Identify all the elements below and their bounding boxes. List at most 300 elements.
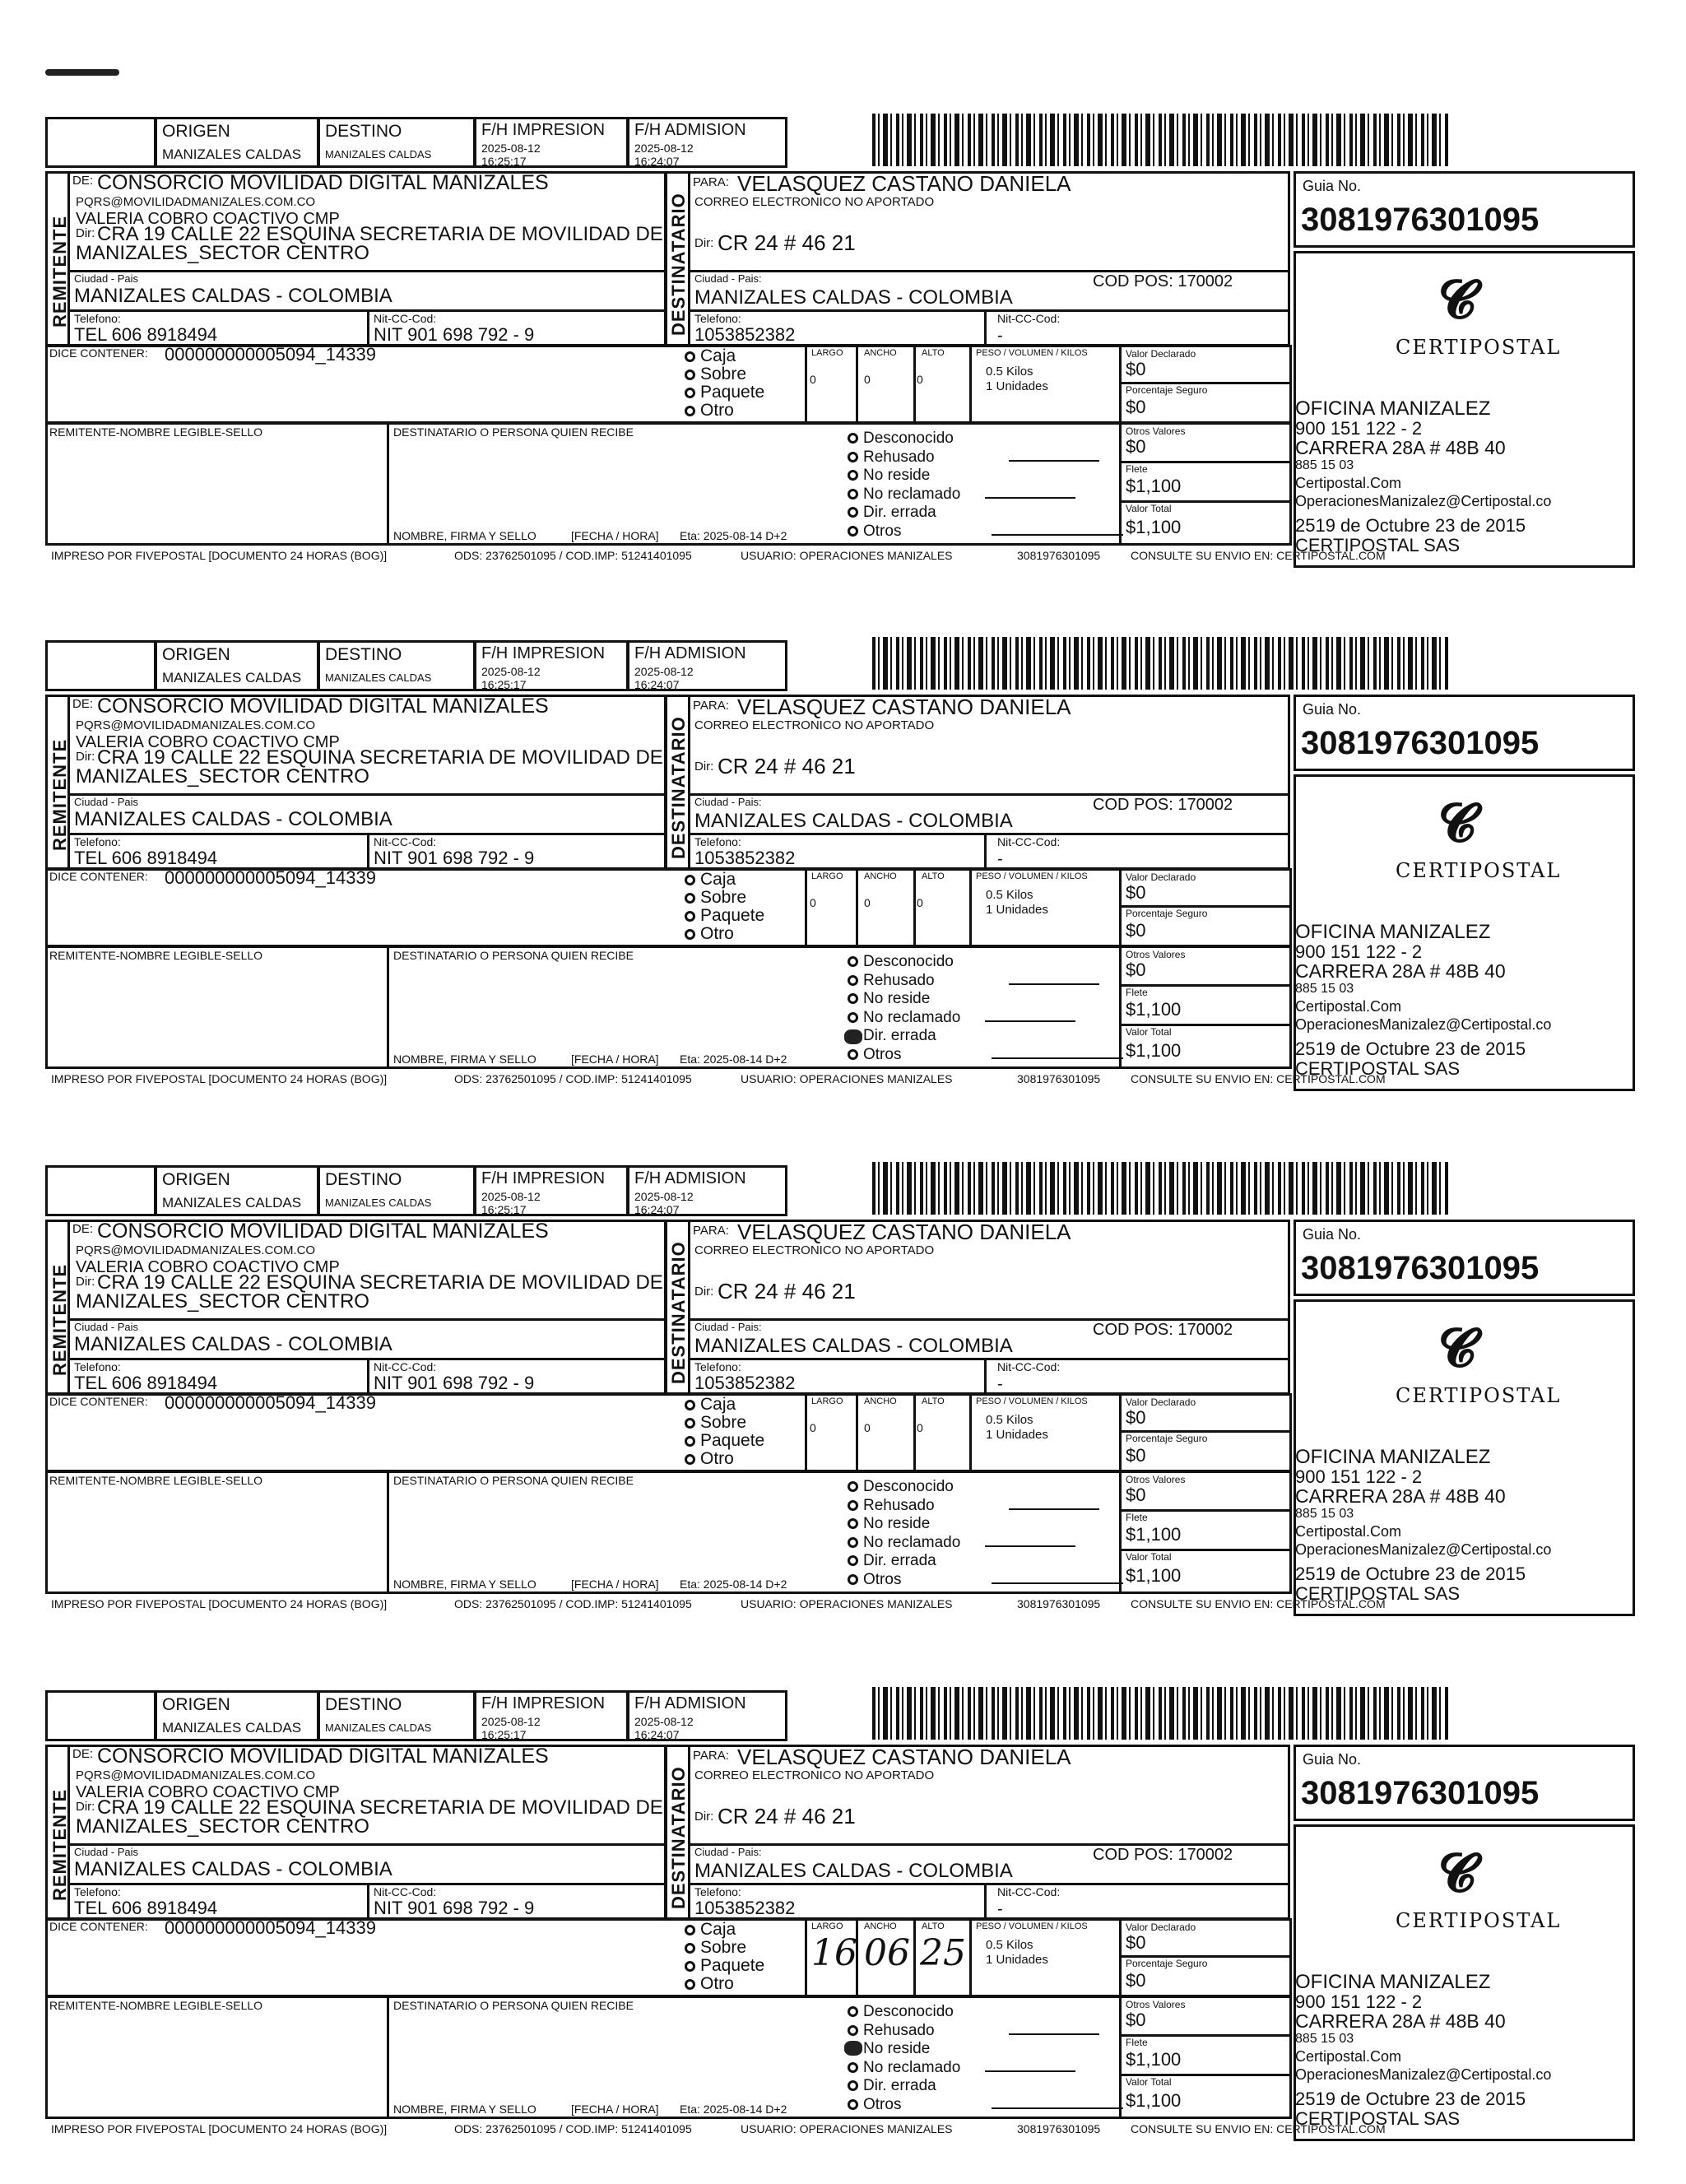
remitente-sello-label: REMITENTE-NOMBRE LEGIBLE-SELLO xyxy=(49,425,263,439)
package-type-caja[interactable] xyxy=(685,347,764,365)
dice-contener-label: DICE CONTENER: xyxy=(49,346,148,360)
reason-desconocido[interactable] xyxy=(848,1478,1123,1497)
oficina-nit: 900 151 122 - 2 xyxy=(1295,1991,1423,2012)
radio-icon xyxy=(848,2025,858,2036)
oficina-web: Certipostal.Com xyxy=(1295,1523,1402,1540)
oficina-resolucion: 2519 de Octubre 23 de 2015 xyxy=(1295,2089,1526,2109)
reason-label: Rehusado xyxy=(863,2021,935,2039)
alto-label: ALTO xyxy=(922,348,945,358)
sender-telefono-value: TEL 606 8918494 xyxy=(74,1898,218,1918)
admision-label: F/H ADMISION xyxy=(634,644,746,662)
guia-number: 3081976301095 xyxy=(1301,725,1540,761)
sender-nit-label: Nit-CC-Cod: xyxy=(374,835,437,848)
recipient-telefono-label: Telefono: xyxy=(694,1360,741,1373)
package-type-sobre[interactable] xyxy=(685,1414,764,1432)
reason-desconocido[interactable] xyxy=(848,430,1123,448)
recipient-nit-value: - xyxy=(997,1900,1003,1918)
package-type-caja[interactable] xyxy=(685,1396,764,1414)
sender-nit-value: NIT 901 698 792 - 9 xyxy=(374,1373,535,1393)
oficina-name: OFICINA MANIZALEZ xyxy=(1295,1971,1491,1993)
sender-address-line2: MANIZALES_SECTOR CENTRO xyxy=(76,242,369,264)
oficina-nit: 900 151 122 - 2 xyxy=(1295,941,1423,962)
package-type-label: Sobre xyxy=(700,1413,747,1432)
reason-rehusado[interactable] xyxy=(848,1497,1123,1516)
radio-icon xyxy=(848,975,858,986)
origen-label: ORIGEN xyxy=(162,1695,230,1714)
footer-impreso: IMPRESO POR FIVEPOSTAL [DOCUMENTO 24 HORAS (BOG)] xyxy=(51,1072,388,1085)
recipient-ciudad-value: MANIZALES CALDAS - COLOMBIA xyxy=(694,810,1013,832)
sender-dir-label: Dir: xyxy=(76,226,95,240)
package-type-paquete[interactable] xyxy=(685,907,764,925)
footer-ods: ODS: 23762501095 / COD.IMP: 51241401095 xyxy=(454,1597,692,1610)
sender-email: PQRS@MOVILIDADMANIZALES.COM.CO xyxy=(76,1768,316,1782)
tracking-barcode xyxy=(872,1687,1448,1740)
otros-valores-label: Otros Valores xyxy=(1126,425,1186,437)
admision-time: 16:24:07 xyxy=(634,155,680,168)
ancho-label: ANCHO xyxy=(864,871,897,881)
peso-label: PESO / VOLUMEN / KILOS xyxy=(976,1921,1088,1931)
radio-icon xyxy=(685,929,695,940)
header-blank-cell xyxy=(45,640,156,691)
fecha-hora-label: [FECHA / HORA] xyxy=(571,2103,659,2116)
peso-label: PESO / VOLUMEN / KILOS xyxy=(976,1396,1088,1406)
shipping-slip-3 xyxy=(0,1155,1686,1649)
origen-cell xyxy=(155,1690,319,1741)
guia-label: Guia No. xyxy=(1303,1751,1362,1768)
admision-time: 16:24:07 xyxy=(634,1203,680,1216)
peso-value: 0.5 Kilos xyxy=(986,888,1033,902)
recipient-telefono-value: 1053852382 xyxy=(694,324,796,345)
reason-label: Dir. errada xyxy=(863,2077,936,2094)
porcentaje: $0 xyxy=(1126,1970,1146,1991)
sender-name: CONSORCIO MOVILIDAD DIGITAL MANIZALES xyxy=(97,1220,549,1243)
sender-address-line2: MANIZALES_SECTOR CENTRO xyxy=(76,1815,369,1838)
recipient-address: CR 24 # 46 21 xyxy=(718,1279,856,1303)
alto-value: 0 xyxy=(917,373,923,386)
remitente-vertical-label: REMITENTE xyxy=(49,738,70,851)
reason-no-reclamado[interactable] xyxy=(848,2059,1123,2078)
flete: $1,100 xyxy=(1126,476,1182,496)
nombre-firma-label: NOMBRE, FIRMA Y SELLO xyxy=(393,529,536,542)
flete: $1,100 xyxy=(1126,1524,1182,1545)
fecha-hora-label: [FECHA / HORA] xyxy=(571,1578,659,1591)
valor-total: $1,100 xyxy=(1126,517,1182,537)
valor-declarado-label: Valor Declarado xyxy=(1126,1921,1196,1933)
sender-nit-value: NIT 901 698 792 - 9 xyxy=(374,1898,535,1918)
otros-valores: $0 xyxy=(1126,2010,1146,2030)
impresion-label: F/H IMPRESION xyxy=(481,121,606,139)
radio-icon xyxy=(685,406,695,416)
package-type-list xyxy=(685,1921,764,1993)
origen-label: ORIGEN xyxy=(162,1170,230,1189)
package-type-paquete[interactable] xyxy=(685,1957,764,1975)
impresion-time: 16:25:17 xyxy=(481,1728,527,1741)
sender-telefono-label: Telefono: xyxy=(74,835,121,848)
footer-guia: 3081976301095 xyxy=(1017,1597,1101,1610)
valor-total: $1,100 xyxy=(1126,1565,1182,1586)
impresion-cell xyxy=(474,1165,629,1216)
sender-address-line1: CRA 19 CALLE 22 ESQUINA SECRETARIA DE MOVILIDAD DE xyxy=(97,746,663,769)
package-type-label: Sobre xyxy=(700,1938,747,1957)
reason-label: No reside xyxy=(863,1515,931,1532)
sender-telefono-label: Telefono: xyxy=(74,312,121,325)
reason-no-reclamado[interactable] xyxy=(848,1009,1123,1028)
dice-contener-value: 000000000005094_14339 xyxy=(165,344,376,365)
oficina-address: CARRERA 28A # 48B 40 xyxy=(1295,2010,1506,2032)
recipient-telefono-value: 1053852382 xyxy=(694,1898,796,1918)
footer-guia: 3081976301095 xyxy=(1017,2122,1101,2135)
reason-no-reside[interactable] xyxy=(848,1515,1123,1534)
recipient-dir-label: Dir: xyxy=(694,236,714,250)
reason-no-reside[interactable] xyxy=(848,467,1123,486)
package-type-otro[interactable] xyxy=(685,1450,764,1468)
sender-nit-label: Nit-CC-Cod: xyxy=(374,1360,437,1373)
de-label: DE: xyxy=(72,697,94,711)
recipient-nit-label: Nit-CC-Cod: xyxy=(997,1885,1061,1898)
reason-dir-errada[interactable] xyxy=(848,2077,1123,2096)
handwritten-alto: 25 xyxy=(920,1932,966,1974)
flete: $1,100 xyxy=(1126,999,1182,1020)
radio-icon xyxy=(848,1555,858,1566)
cod-pos: COD POS: 170002 xyxy=(1093,272,1233,290)
radio-icon xyxy=(848,470,858,481)
destino-cell xyxy=(318,1165,476,1216)
peso-value: 0.5 Kilos xyxy=(986,1413,1033,1427)
alto-label: ALTO xyxy=(922,1921,945,1931)
package-type-caja[interactable] xyxy=(685,1921,764,1939)
recipient-ciudad-value: MANIZALES CALDAS - COLOMBIA xyxy=(694,286,1013,309)
reason-label: Dir. errada xyxy=(863,1552,936,1569)
guia-number: 3081976301095 xyxy=(1301,1250,1540,1286)
sender-ciudad-value: MANIZALES CALDAS - COLOMBIA xyxy=(74,1333,392,1355)
oficina-email: OperacionesManizalez@Certipostal.co xyxy=(1295,493,1552,509)
guia-box xyxy=(1294,1745,1635,1821)
package-type-paquete[interactable] xyxy=(685,1432,764,1450)
footer-ods: ODS: 23762501095 / COD.IMP: 51241401095 xyxy=(454,549,692,562)
reason-otros[interactable] xyxy=(848,1571,1123,1590)
porcentaje-label: Porcentaje Seguro xyxy=(1126,1958,1208,1969)
recipient-name: VELASQUEZ CASTANO DANIELA xyxy=(737,695,1071,719)
flete-label: Flete xyxy=(1126,463,1148,475)
otros-valores-label: Otros Valores xyxy=(1126,1474,1186,1485)
remitente-vertical-label: REMITENTE xyxy=(49,1263,70,1376)
dice-contener-label: DICE CONTENER: xyxy=(49,1920,148,1933)
nombre-firma-label: NOMBRE, FIRMA Y SELLO xyxy=(393,2103,536,2116)
guia-box xyxy=(1294,171,1635,248)
valor-declarado: $0 xyxy=(1126,1407,1146,1428)
oficina-tel: 885 15 03 xyxy=(1295,2032,1354,2046)
reason-otros[interactable] xyxy=(848,1046,1123,1065)
destinatario-recibe-label: DESTINATARIO O PERSONA QUIEN RECIBE xyxy=(393,949,634,962)
origen-cell xyxy=(155,117,319,168)
sender-dept: VALERIA COBRO COACTIVO CMP xyxy=(76,733,340,751)
peso-value: 0.5 Kilos xyxy=(986,1938,1033,1952)
alto-value: 0 xyxy=(917,896,923,909)
shipping-slip-4 xyxy=(0,1680,1686,2174)
reason-label: Otros xyxy=(863,1045,902,1063)
ancho-label: ANCHO xyxy=(864,348,897,358)
package-type-otro[interactable] xyxy=(685,1975,764,1993)
sender-dept: VALERIA COBRO COACTIVO CMP xyxy=(76,1783,340,1801)
reason-dir-errada[interactable] xyxy=(848,1027,1123,1046)
reason-label: Otros xyxy=(863,522,902,540)
alto-label: ALTO xyxy=(922,871,945,881)
recipient-email: CORREO ELECTRONICO NO APORTADO xyxy=(694,1768,935,1782)
fecha-hora-label: [FECHA / HORA] xyxy=(571,529,659,542)
sender-telefono-value: TEL 606 8918494 xyxy=(74,324,218,345)
recipient-ciudad-value: MANIZALES CALDAS - COLOMBIA xyxy=(694,1860,1013,1882)
reason-dir-errada[interactable] xyxy=(848,504,1123,523)
radio-icon xyxy=(848,1537,858,1548)
origen-value: MANIZALES CALDAS xyxy=(162,146,302,162)
sender-ciudad-label: Ciudad - Pais xyxy=(74,1321,139,1333)
package-type-label: Paquete xyxy=(700,1956,765,1975)
guia-label: Guia No. xyxy=(1303,701,1362,718)
impresion-label: F/H IMPRESION xyxy=(481,1694,606,1712)
admision-label: F/H ADMISION xyxy=(634,1694,746,1712)
radio-icon xyxy=(685,1400,695,1410)
alto-value: 0 xyxy=(917,1421,923,1434)
dice-contener-value: 000000000005094_14339 xyxy=(165,867,376,888)
impresion-time: 16:25:17 xyxy=(481,1203,527,1216)
reason-label: No reside xyxy=(863,2040,931,2057)
impresion-cell xyxy=(474,1690,629,1741)
certipostal-brand: CERTIPOSTAL xyxy=(1396,859,1562,882)
origen-cell xyxy=(155,640,319,691)
checkmark-icon xyxy=(844,2041,862,2056)
para-label: PARA: xyxy=(693,1749,729,1763)
largo-value: 0 xyxy=(810,373,816,386)
oficina-tel: 885 15 03 xyxy=(1295,458,1354,472)
reason-label: Dir. errada xyxy=(863,504,936,521)
nombre-firma-label: NOMBRE, FIRMA Y SELLO xyxy=(393,1578,536,1591)
package-type-paquete[interactable] xyxy=(685,383,764,402)
admision-label: F/H ADMISION xyxy=(634,121,746,139)
largo-value: 0 xyxy=(810,896,816,909)
recipient-email: CORREO ELECTRONICO NO APORTADO xyxy=(694,1243,935,1257)
valor-declarado-label: Valor Declarado xyxy=(1126,871,1196,883)
unidades-value: 1 Unidades xyxy=(986,903,1048,917)
package-type-otro[interactable] xyxy=(685,402,764,420)
reason-dir-errada[interactable] xyxy=(848,1552,1123,1571)
recipient-email: CORREO ELECTRONICO NO APORTADO xyxy=(694,195,935,209)
impresion-time: 16:25:17 xyxy=(481,678,527,691)
recipient-address: CR 24 # 46 21 xyxy=(718,1804,856,1829)
reason-no-reside[interactable] xyxy=(848,990,1123,1009)
reason-rehusado[interactable] xyxy=(848,448,1123,467)
valor-total-label: Valor Total xyxy=(1126,2076,1172,2088)
otros-valores: $0 xyxy=(1126,960,1146,980)
remitente-sello-label: REMITENTE-NOMBRE LEGIBLE-SELLO xyxy=(49,1474,263,1487)
package-type-sobre[interactable] xyxy=(685,365,764,383)
recipient-nit-label: Nit-CC-Cod: xyxy=(997,835,1061,848)
oficina-email: OperacionesManizalez@Certipostal.co xyxy=(1295,1016,1552,1033)
footer-usuario: USUARIO: OPERACIONES MANIZALES xyxy=(741,2122,953,2135)
reason-rehusado[interactable] xyxy=(848,972,1123,991)
admision-cell xyxy=(627,640,787,691)
radio-icon xyxy=(685,1943,695,1954)
largo-label: LARGO xyxy=(811,871,843,881)
radio-icon xyxy=(848,2099,858,2110)
package-type-sobre[interactable] xyxy=(685,889,764,907)
guia-label: Guia No. xyxy=(1303,1226,1362,1243)
reason-label: No reside xyxy=(863,467,931,484)
impresion-cell xyxy=(474,117,629,168)
impresion-label: F/H IMPRESION xyxy=(481,1169,606,1187)
destinatario-vertical-label: DESTINATARIO xyxy=(668,1766,689,1909)
eta-label: Eta: 2025-08-14 D+2 xyxy=(680,2103,787,2116)
admision-date: 2025-08-12 xyxy=(634,665,694,678)
sender-dept: VALERIA COBRO COACTIVO CMP xyxy=(76,1258,340,1276)
ancho-value: 0 xyxy=(864,1421,871,1434)
otros-valores: $0 xyxy=(1126,436,1146,457)
recipient-name: VELASQUEZ CASTANO DANIELA xyxy=(737,171,1071,196)
header-blank-cell xyxy=(45,1690,156,1741)
package-type-label: Sobre xyxy=(700,888,747,907)
dice-contener-value: 000000000005094_14339 xyxy=(165,1917,376,1938)
sender-address-line1: CRA 19 CALLE 22 ESQUINA SECRETARIA DE MOVILIDAD DE xyxy=(97,1796,663,1819)
destino-label: DESTINO xyxy=(325,1695,402,1714)
recipient-dir-label: Dir: xyxy=(694,1810,714,1824)
admision-cell xyxy=(627,1690,787,1741)
recipient-ciudad-label: Ciudad - Pais: xyxy=(694,272,762,285)
fecha-hora-label: [FECHA / HORA] xyxy=(571,1053,659,1066)
remitente-sello-label: REMITENTE-NOMBRE LEGIBLE-SELLO xyxy=(49,1999,263,2012)
admision-time: 16:24:07 xyxy=(634,678,680,691)
para-label: PARA: xyxy=(693,175,729,189)
oficina-web: Certipostal.Com xyxy=(1295,998,1402,1015)
largo-value: 0 xyxy=(810,1421,816,1434)
certipostal-logo-icon: 𝓒 xyxy=(1438,793,1476,854)
guia-box xyxy=(1294,1220,1635,1296)
oficina-sas: CERTIPOSTAL SAS xyxy=(1295,535,1461,555)
radio-icon xyxy=(685,351,695,362)
oficina-address: CARRERA 28A # 48B 40 xyxy=(1295,1485,1506,1507)
reason-otros[interactable] xyxy=(848,523,1123,541)
reason-no-reside[interactable] xyxy=(848,2040,1123,2059)
admision-date: 2025-08-12 xyxy=(634,142,694,155)
reason-desconocido[interactable] xyxy=(848,953,1123,972)
package-type-list xyxy=(685,871,764,943)
radio-icon xyxy=(848,507,858,518)
certipostal-brand: CERTIPOSTAL xyxy=(1396,336,1562,359)
reason-rehusado[interactable] xyxy=(848,2022,1123,2041)
porcentaje: $0 xyxy=(1126,920,1146,941)
impresion-date: 2025-08-12 xyxy=(481,665,541,678)
reason-otros[interactable] xyxy=(848,2096,1123,2115)
otros-valores: $0 xyxy=(1126,1485,1146,1505)
tracking-barcode xyxy=(872,637,1448,690)
reason-desconocido[interactable] xyxy=(848,2003,1123,2022)
recipient-nit-value: - xyxy=(997,850,1003,868)
impresion-date: 2025-08-12 xyxy=(481,1715,541,1728)
admision-cell xyxy=(627,117,787,168)
header-blank-cell xyxy=(45,1165,156,1216)
recipient-telefono-label: Telefono: xyxy=(694,312,741,325)
reason-label: Desconocido xyxy=(863,1478,954,1495)
porcentaje: $0 xyxy=(1126,397,1146,417)
valor-total: $1,100 xyxy=(1126,1040,1182,1061)
flete-label: Flete xyxy=(1126,2037,1148,2048)
cod-pos: COD POS: 170002 xyxy=(1093,1321,1233,1339)
valor-declarado-label: Valor Declarado xyxy=(1126,1396,1196,1408)
impresion-time: 16:25:17 xyxy=(481,155,527,168)
valor-total-label: Valor Total xyxy=(1126,1026,1172,1038)
tracking-barcode xyxy=(872,114,1448,166)
de-label: DE: xyxy=(72,1747,94,1761)
sender-nit-value: NIT 901 698 792 - 9 xyxy=(374,324,535,345)
valor-declarado: $0 xyxy=(1126,359,1146,379)
ancho-value: 0 xyxy=(864,896,871,909)
oficina-sas: CERTIPOSTAL SAS xyxy=(1295,2108,1461,2129)
remitente-vertical-label: REMITENTE xyxy=(49,1788,70,1901)
largo-label: LARGO xyxy=(811,1396,843,1406)
sender-address-line1: CRA 19 CALLE 22 ESQUINA SECRETARIA DE MOVILIDAD DE xyxy=(97,223,663,245)
origen-value: MANIZALES CALDAS xyxy=(162,1195,302,1210)
radio-icon xyxy=(848,2062,858,2073)
reason-label: No reclamado xyxy=(863,485,961,503)
scan-mark-icon xyxy=(45,69,119,76)
footer-consulte: CONSULTE SU ENVIO EN: CERTIPOSTAL.COM xyxy=(1131,2122,1386,2135)
reason-label: No reclamado xyxy=(863,1533,961,1551)
destino-label: DESTINO xyxy=(325,1170,402,1189)
sender-email: PQRS@MOVILIDADMANIZALES.COM.CO xyxy=(76,195,316,209)
radio-icon xyxy=(685,875,695,885)
reason-no-reclamado[interactable] xyxy=(848,486,1123,504)
valor-declarado: $0 xyxy=(1126,882,1146,903)
package-type-label: Caja xyxy=(700,1395,736,1414)
sender-dept: VALERIA COBRO COACTIVO CMP xyxy=(76,210,340,228)
valor-declarado: $0 xyxy=(1126,1932,1146,1953)
oficina-name: OFICINA MANIZALEZ xyxy=(1295,397,1491,420)
recipient-telefono-value: 1053852382 xyxy=(694,1373,796,1393)
footer-impreso: IMPRESO POR FIVEPOSTAL [DOCUMENTO 24 HORAS (BOG)] xyxy=(51,1597,388,1610)
remitente-sello-label: REMITENTE-NOMBRE LEGIBLE-SELLO xyxy=(49,949,263,962)
radio-icon xyxy=(848,2080,858,2091)
origen-cell xyxy=(155,1165,319,1216)
sender-ciudad-value: MANIZALES CALDAS - COLOMBIA xyxy=(74,1858,392,1880)
sender-name: CONSORCIO MOVILIDAD DIGITAL MANIZALES xyxy=(97,1745,549,1768)
package-type-sobre[interactable] xyxy=(685,1939,764,1957)
oficina-resolucion: 2519 de Octubre 23 de 2015 xyxy=(1295,1564,1526,1584)
oficina-address: CARRERA 28A # 48B 40 xyxy=(1295,437,1506,458)
radio-icon xyxy=(848,1500,858,1511)
destino-cell xyxy=(318,640,476,691)
sender-dir-label: Dir: xyxy=(76,1800,95,1814)
package-type-otro[interactable] xyxy=(685,925,764,943)
oficina-web: Certipostal.Com xyxy=(1295,475,1402,491)
certipostal-logo-icon: 𝓒 xyxy=(1438,1843,1476,1904)
admision-cell xyxy=(627,1165,787,1216)
sender-ciudad-label: Ciudad - Pais xyxy=(74,272,139,285)
reason-label: Rehusado xyxy=(863,1496,935,1514)
reason-list xyxy=(848,1478,1123,1589)
de-label: DE: xyxy=(72,174,94,188)
package-type-caja[interactable] xyxy=(685,871,764,889)
reason-label: Otros xyxy=(863,1570,902,1588)
radio-icon xyxy=(848,956,858,967)
reason-label: Rehusado xyxy=(863,448,935,466)
oficina-resolucion: 2519 de Octubre 23 de 2015 xyxy=(1295,1039,1526,1059)
reason-no-reclamado[interactable] xyxy=(848,1534,1123,1553)
footer-impreso: IMPRESO POR FIVEPOSTAL [DOCUMENTO 24 HORAS (BOG)] xyxy=(51,549,388,562)
reason-list xyxy=(848,2003,1123,2114)
radio-icon xyxy=(848,1518,858,1529)
destino-label: DESTINO xyxy=(325,122,402,141)
sender-ciudad-value: MANIZALES CALDAS - COLOMBIA xyxy=(74,285,392,307)
footer-usuario: USUARIO: OPERACIONES MANIZALES xyxy=(741,549,953,562)
tracking-barcode xyxy=(872,1162,1448,1215)
